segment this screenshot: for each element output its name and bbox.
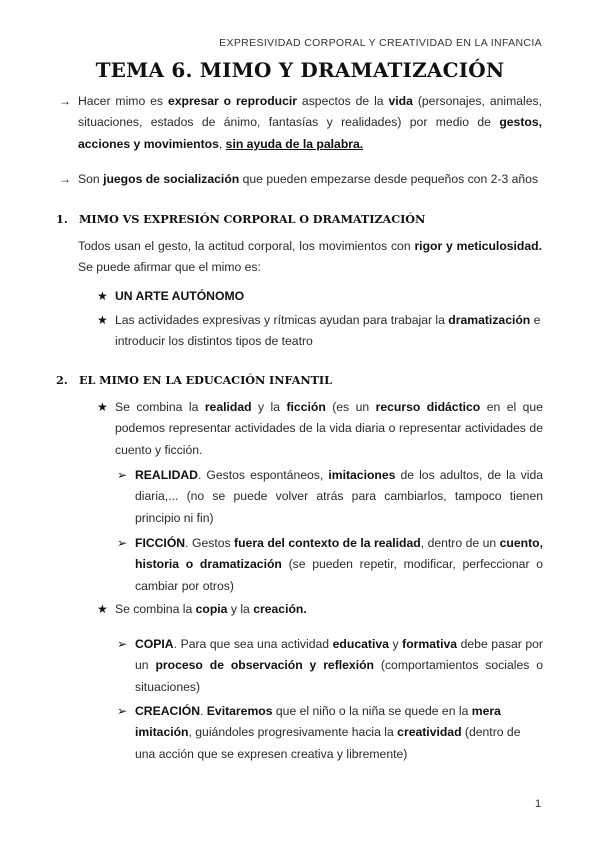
chevron-icon: ➢	[117, 704, 128, 718]
chevron-icon: ➢	[117, 637, 128, 651]
star-icon: ★	[97, 400, 108, 414]
arrow-icon: →	[59, 172, 71, 186]
section-2-title: EL MIMO EN LA EDUCACIÓN INFANTIL	[79, 373, 332, 387]
running-header: EXPRESIVIDAD CORPORAL Y CREATIVIDAD EN LA INFANCIA	[219, 37, 542, 49]
chevron-icon: ➢	[117, 536, 128, 550]
subitem-creacion: CREACIÓN. Evitaremos que el niño o la niña se quede en la mera imitación, guiándoles progresivamente hacia la creatividad (dentro de una acción que se expresen creativa y libremente)	[135, 704, 521, 761]
section-2-number: 2.	[56, 373, 68, 387]
intro-paragraph-1: Hacer mimo es expresar o reproducir aspectos de la vida (personajes, animales, situaciones, estados de ánimo, fantasías y realidades) por medio de gestos, acciones y movimientos, sin ayuda de la palabra.	[78, 94, 542, 151]
section-1-paragraph: Todos usan el gesto, la actitud corporal, los movimientos con rigor y meticulosidad. Se puede afirmar que el mimo es:	[78, 239, 542, 275]
subitem-copia: COPIA. Para que sea una actividad educativa y formativa debe pasar por un proceso de observación y reflexión (comportamientos sociales o situaciones)	[135, 637, 543, 694]
section-1-number: 1.	[56, 212, 68, 226]
section-1-bullet-2: Las actividades expresivas y rítmicas ayudan para trabajar la dramatización e introducir los distintos tipos de teatro	[115, 313, 541, 349]
chevron-icon: ➢	[117, 468, 128, 482]
star-icon: ★	[97, 602, 108, 616]
page-title: TEMA 6. MIMO Y DRAMATIZACIÓN	[95, 58, 505, 82]
intro-paragraph-2: Son juegos de socialización que pueden empezarse desde pequeños con 2-3 años	[78, 172, 539, 186]
subitem-ficcion: FICCIÓN. Gestos fuera del contexto de la realidad, dentro de un cuento, historia o dramatización (se pueden repetir, modificar, perfeccionar o cambiar por otros)	[135, 536, 544, 593]
section-1-bullet-1: UN ARTE AUTÓNOMO	[115, 289, 245, 303]
page-number: 1	[535, 798, 542, 810]
section-1-title: MIMO VS EXPRESIÓN CORPORAL O DRAMATIZACIÓN	[79, 212, 426, 226]
star-icon: ★	[97, 313, 108, 327]
section-2-bullet-2: Se combina la copia y la creación.	[115, 602, 307, 616]
subitem-realidad: REALIDAD. Gestos espontáneos, imitaciones de los adultos, de la vida diaria,... (no se puede volver atrás para cambiarlos, tampoco tienen principio ni fin)	[135, 468, 543, 525]
section-2-bullet-1: Se combina la realidad y la ficción (es un recurso didáctico en el que podemos representar actividades de la vida diaria o representar actividades de cuento y ficción.	[115, 400, 543, 457]
arrow-icon: →	[59, 94, 71, 108]
star-icon: ★	[97, 289, 108, 303]
